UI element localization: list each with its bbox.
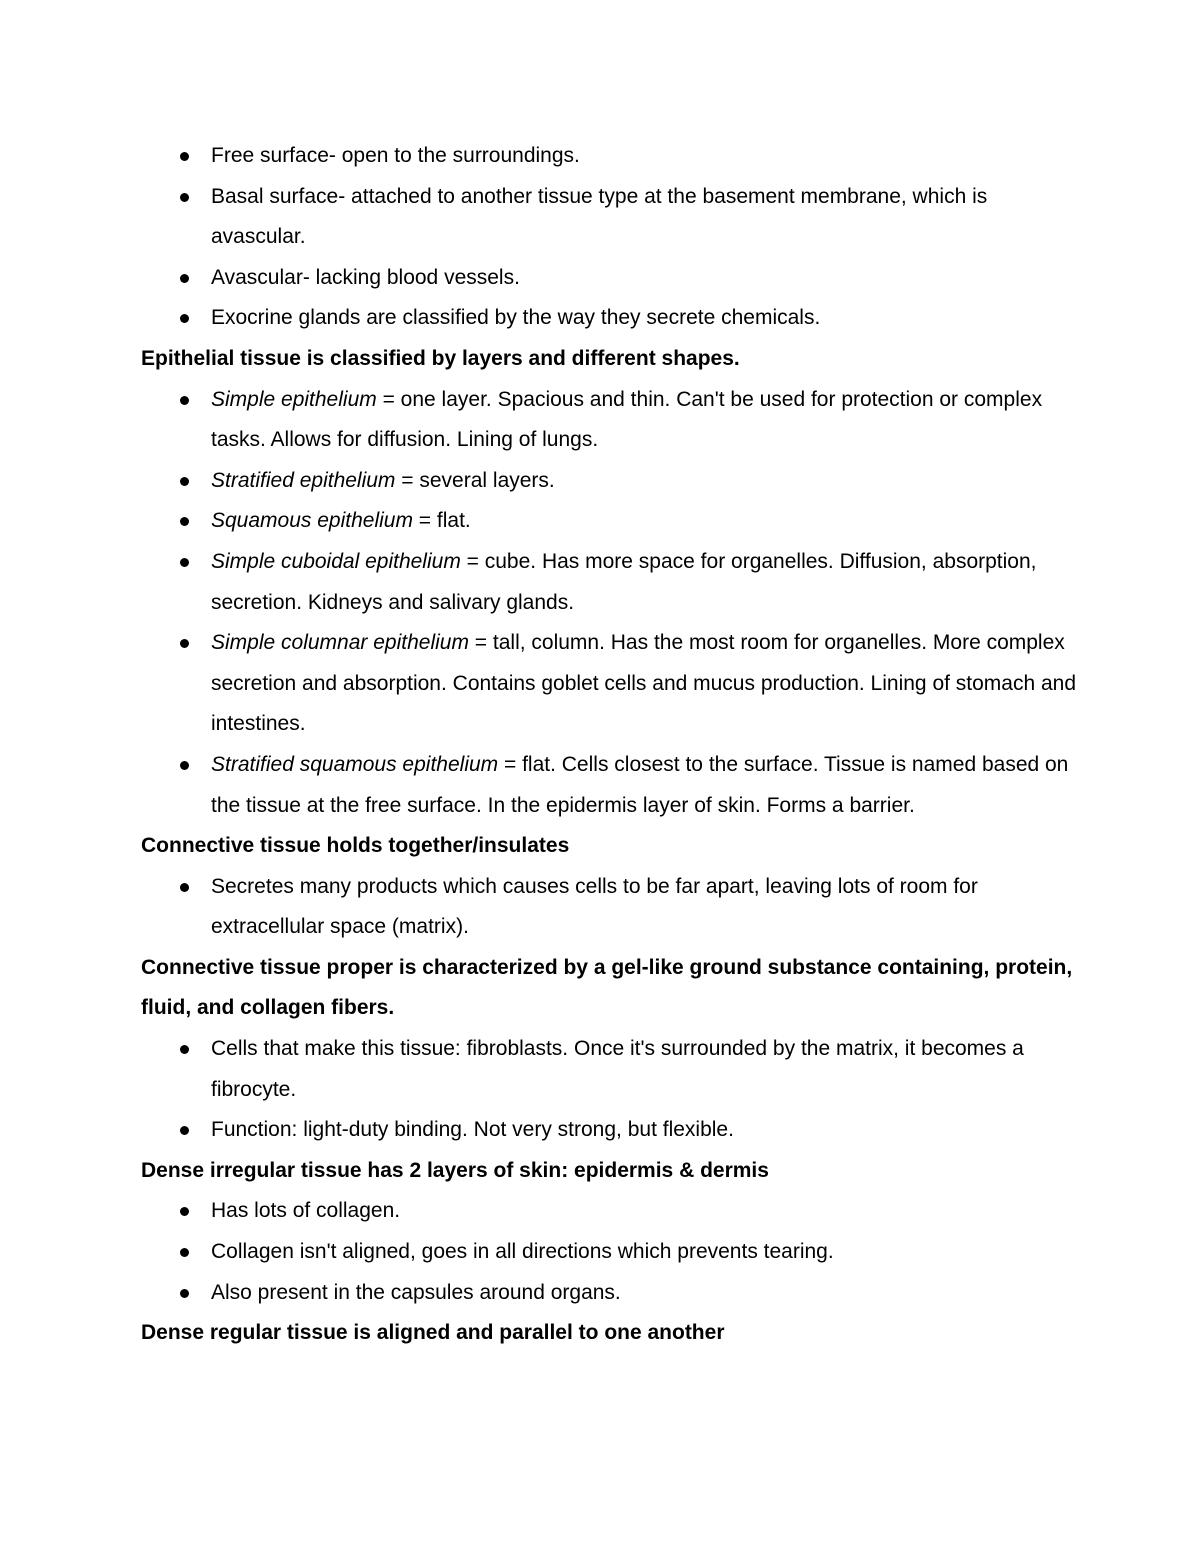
- term-label: Stratified epithelium: [211, 468, 396, 492]
- bullet-icon: [180, 477, 189, 486]
- list-item: [141, 136, 1081, 177]
- list-item: [141, 461, 1081, 502]
- list-item-text: = flat. Cells closest to the surface. Tissue is named based on the tissue at the free surface. In the epidermis layer of skin. Forms a barrier.: [211, 752, 1069, 817]
- bullet-icon: [180, 558, 189, 567]
- term-label: Squamous epithelium: [211, 509, 413, 533]
- list-item: [141, 298, 1081, 339]
- list-item: [141, 177, 1081, 258]
- list-item-text: Free surface- open to the surroundings.: [211, 144, 580, 167]
- bullet-list: [141, 380, 1081, 827]
- list-item: [141, 745, 1081, 826]
- list-item-text: Function: light-duty binding. Not very strong, but flexible.: [211, 1118, 734, 1142]
- bullet-icon: [180, 1126, 189, 1135]
- list-item-text: Cells that make this tissue: fibroblasts. Once it's surrounded by the matrix, it becomes a fibrocyte.: [211, 1037, 1024, 1101]
- section-heading: Dense irregular tissue has 2 layers of skin: epidermis & dermis: [141, 1158, 769, 1182]
- list-item-text: = tall, column. Has the most room for organelles. More complex secretion and absorption. Contains goblet cells and mucus production. Lining of stomach and intestines.: [211, 631, 1077, 736]
- bullet-icon: [180, 517, 189, 526]
- list-item-text: = cube. Has more space for organelles. Diffusion, absorption, secretion. Kidneys and salivary glands.: [211, 549, 1037, 614]
- list-item-text: Exocrine glands are classified by the way they secrete chemicals.: [211, 306, 821, 330]
- list-item: [141, 623, 1081, 745]
- list-item: [141, 1029, 1081, 1110]
- bullet-list: [141, 136, 1081, 339]
- bullet-icon: [180, 883, 189, 892]
- list-item: [141, 542, 1081, 623]
- bullet-icon: [180, 639, 189, 648]
- list-item: [141, 867, 1081, 948]
- term-label: Simple columnar epithelium: [211, 631, 469, 655]
- bullet-list: [141, 867, 1081, 948]
- section-heading: Epithelial tissue is classified by layers and different shapes.: [141, 346, 740, 370]
- document-body: [141, 136, 1081, 1354]
- list-item-text: = several layers.: [395, 468, 555, 492]
- list-item-text: Secretes many products which causes cells to be far apart, leaving lots of room for extracellular space (matrix).: [211, 874, 978, 939]
- list-item: [141, 501, 1081, 542]
- list-item: [141, 380, 1081, 461]
- bullet-icon: [180, 1207, 189, 1216]
- list-item-text: = one layer. Spacious and thin. Can't be used for protection or complex tasks. Allows for diffusion. Lining of lungs.: [211, 387, 1043, 452]
- term-label: Stratified squamous epithelium: [211, 752, 499, 776]
- bullet-icon: [180, 1289, 189, 1298]
- bullet-icon: [180, 761, 189, 770]
- bullet-list: [141, 1029, 1081, 1151]
- term-label: Simple cuboidal epithelium: [211, 549, 461, 573]
- list-item-text: Has lots of collagen.: [211, 1199, 401, 1223]
- list-item: [141, 1232, 1081, 1273]
- bullet-icon: [180, 1248, 189, 1257]
- list-item: [141, 1110, 1081, 1151]
- bullet-icon: [180, 152, 189, 161]
- bullet-icon: [180, 1045, 189, 1054]
- section-heading: Connective tissue proper is characterized by a gel-like ground substance containing, protein, fluid, and collagen fibers.: [141, 955, 1073, 1020]
- list-item-text: Avascular- lacking blood vessels.: [211, 265, 520, 289]
- bullet-icon: [180, 193, 189, 202]
- list-item-text: = flat.: [412, 509, 471, 533]
- term-label: Simple epithelium: [211, 387, 377, 411]
- list-item: [141, 1191, 1081, 1232]
- bullet-icon: [180, 396, 189, 405]
- list-item-text: Basal surface- attached to another tissue type at the basement membrane, which is avascular.: [211, 184, 988, 249]
- section-heading: Dense regular tissue is aligned and parallel to one another: [141, 1321, 725, 1345]
- bullet-icon: [180, 314, 189, 323]
- list-item: [141, 258, 1081, 299]
- bullet-icon: [180, 274, 189, 283]
- list-item: [141, 1273, 1081, 1314]
- section-heading: Connective tissue holds together/insulates: [141, 834, 570, 858]
- list-item-text: Collagen isn't aligned, goes in all directions which prevents tearing.: [211, 1240, 834, 1264]
- list-item-text: Also present in the capsules around organs.: [211, 1280, 621, 1304]
- bullet-list: [141, 1191, 1081, 1313]
